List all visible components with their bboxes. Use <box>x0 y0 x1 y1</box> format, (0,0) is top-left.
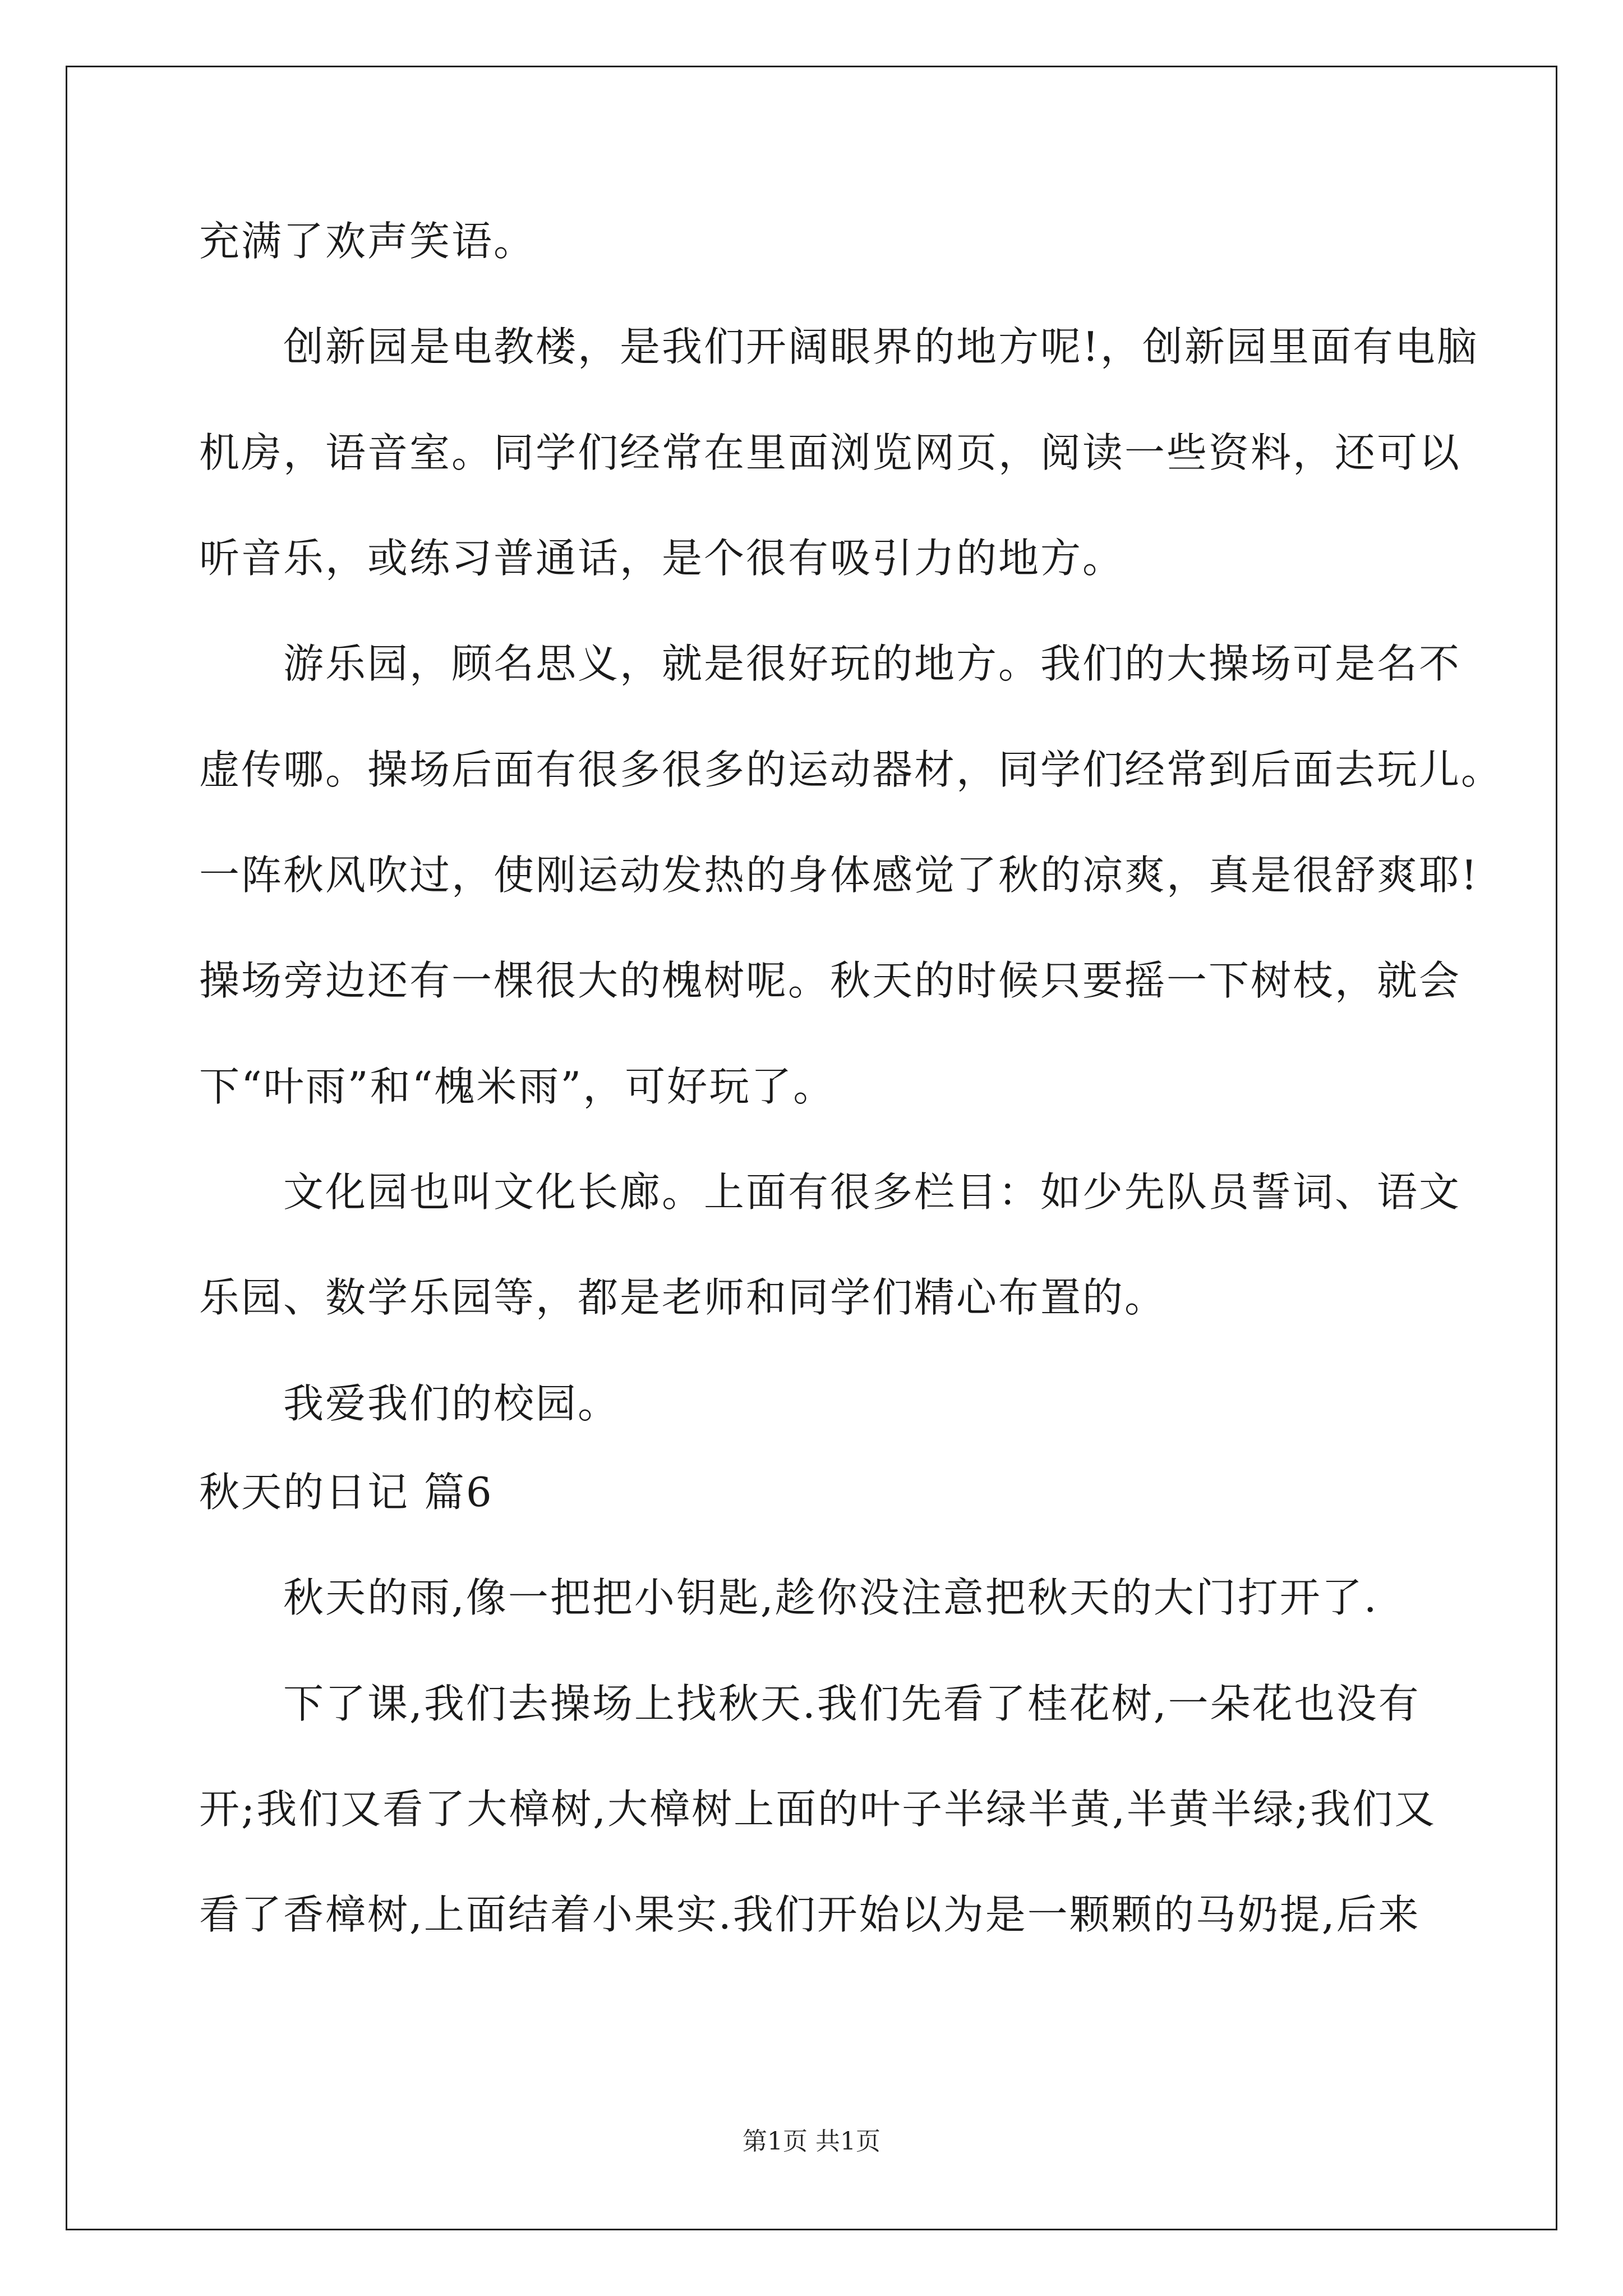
page-footer: 第1页 共1页 <box>743 2127 880 2156</box>
paragraph-start: 我爱我们的校园。 <box>283 1380 620 1427</box>
text-line: 机房，语音室。同学们经常在里面浏览网页，阅读一些资料，还可以 <box>199 429 1461 476</box>
text-line: 一阵秋风吹过，使刚运动发热的身体感觉了秋的凉爽，真是很舒爽耶! <box>199 852 1479 899</box>
text-line: 虚传哪。操场后面有很多很多的运动器材，同学们经常到后面去玩儿。 <box>199 746 1504 793</box>
text-line: 乐园、数学乐园等，都是老师和同学们精心布置的。 <box>199 1274 1167 1321</box>
text-line: 充满了欢声笑语。 <box>199 218 536 265</box>
paragraph-start: 游乐园，顾名思义，就是很好玩的地方。我们的大操场可是名不 <box>283 640 1461 687</box>
text-line: 操场旁边还有一棵很大的槐树呢。秋天的时候只要摇一下树枝，就会 <box>199 957 1461 1004</box>
text-line: 开;我们又看了大樟树,大樟树上面的叶子半绿半黄,半黄半绿;我们又 <box>199 1786 1437 1833</box>
paragraph-start: 创新园是电教楼，是我们开阔眼界的地方呢!，创新园里面有电脑 <box>283 323 1479 370</box>
text-line: 看了香樟树,上面结着小果实.我们开始以为是一颗颗的马奶提,后来 <box>199 1891 1421 1938</box>
text-line: 下“叶雨”和“槐米雨”，可好玩了。 <box>199 1063 836 1110</box>
section-heading: 秋天的日记 篇6 <box>199 1469 494 1516</box>
paragraph-start: 下了课,我们去操场上找秋天.我们先看了桂花树,一朵花也没有 <box>283 1680 1421 1727</box>
text-line: 听音乐，或练习普通话，是个很有吸引力的地方。 <box>199 535 1125 582</box>
paragraph-start: 秋天的雨,像一把把小钥匙,趁你没注意把秋天的大门打开了. <box>283 1574 1378 1621</box>
paragraph-start: 文化园也叫文化长廊。上面有很多栏目：如少先队员誓词、语文 <box>283 1168 1461 1216</box>
